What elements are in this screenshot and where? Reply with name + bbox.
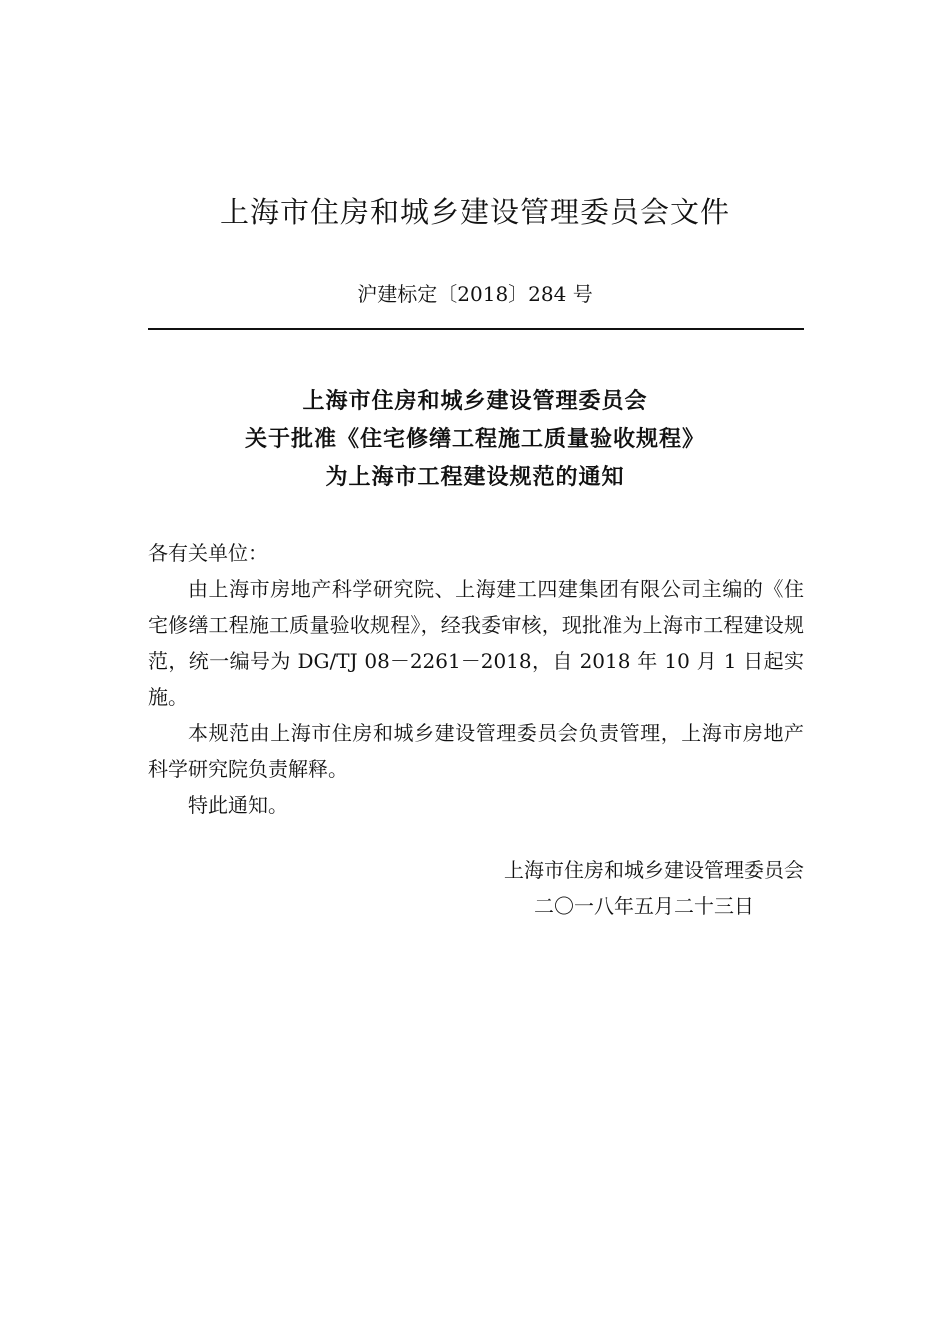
body-paragraph-closing: 特此通知。: [188, 793, 288, 817]
signature-date: 二〇一八年五月二十三日: [534, 894, 754, 918]
body-paragraph-management: 本规范由上海市住房和城乡建设管理委员会负责管理，上海市房地产科学研究院负责解释。: [148, 721, 804, 781]
notice-title-line-3: 为上海市工程建设规范的通知: [325, 465, 625, 490]
body-paragraph-approval: 由上海市房地产科学研究院、上海建工四建集团有限公司主编的《住宅修缮工程施工质量验收规程》，经我委审核，现批准为上海市工程建设规范，统一编号为 DG/TJ 08－2261－2018，自 2018 年 10 月 1 日起实施。: [148, 577, 804, 709]
header-divider: [148, 328, 804, 330]
notice-title: [0, 383, 950, 497]
salutation: 各有关单位：: [148, 541, 268, 565]
notice-title-line-1: 上海市住房和城乡建设管理委员会: [302, 389, 648, 414]
document-number: 沪建标定〔2018〕284 号: [357, 282, 593, 306]
notice-title-line-2: 关于批准《住宅修缮工程施工质量验收规程》: [244, 427, 705, 452]
signature-issuer: 上海市住房和城乡建设管理委员会: [504, 858, 804, 882]
notice-body: [148, 535, 804, 823]
issuing-org-title: 上海市住房和城乡建设管理委员会文件: [219, 195, 730, 229]
signature-block: [148, 852, 804, 924]
